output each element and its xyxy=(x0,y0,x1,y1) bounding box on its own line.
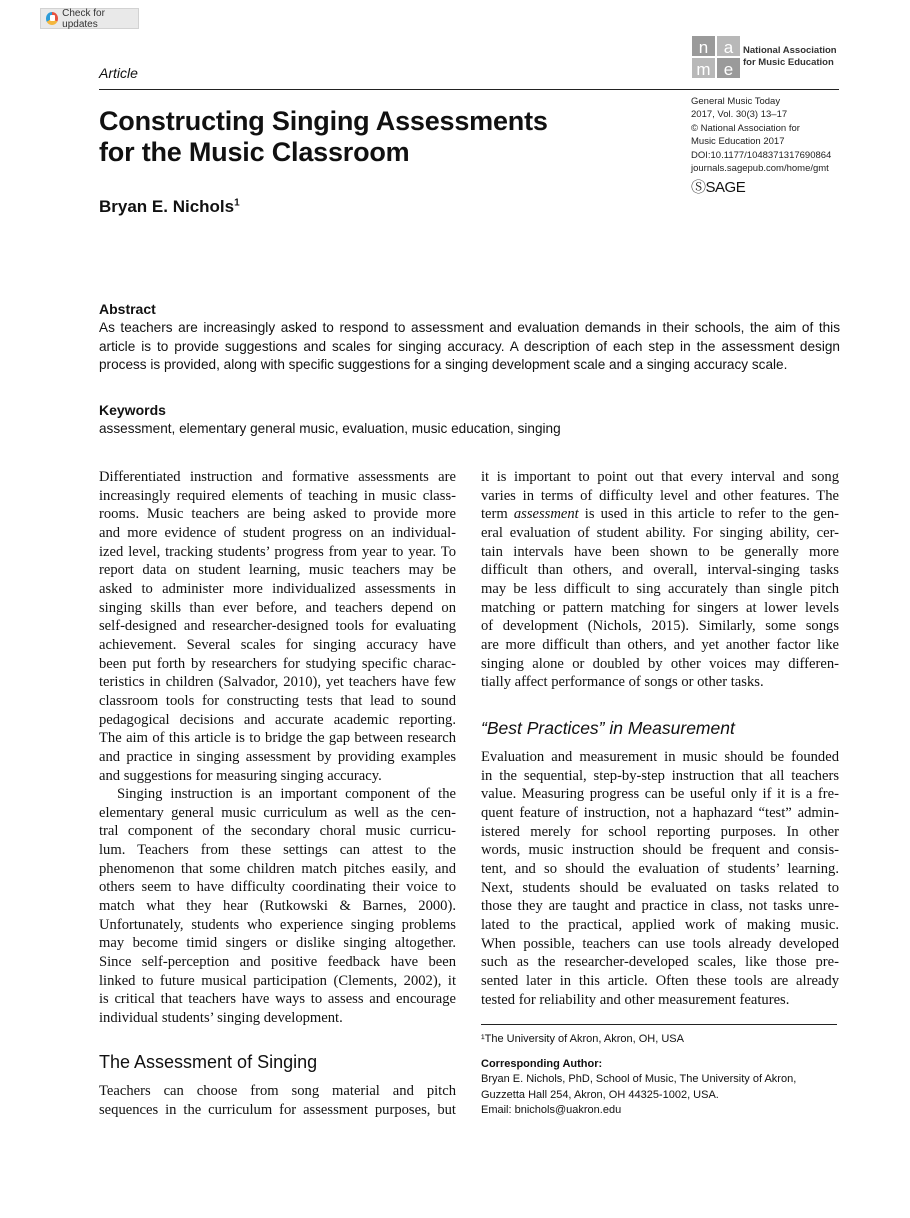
text-line: varies in terms of difficulty level and other features. The xyxy=(481,487,839,504)
text-line: singing skills than ever before, and teachers depend on xyxy=(99,599,456,616)
text-line: ized level, tracking students’ progress from year to year. To xyxy=(99,543,456,560)
title-line: Constructing Singing Assessments xyxy=(99,106,548,136)
text-line: words, music instruction should be frequent and consis- xyxy=(481,842,839,859)
keywords-heading: Keywords xyxy=(99,402,166,418)
text-line: article is to provide suggestions and scales for singing accuracy. A description of each step in the assessment design xyxy=(99,338,840,354)
article-title xyxy=(99,106,548,168)
corresponding-author-email[interactable]: Email: bnichols@uakron.edu xyxy=(481,1104,622,1116)
affiliation-note: ¹The University of Akron, Akron, OH, USA xyxy=(481,1033,684,1045)
article-type: Article xyxy=(99,65,138,81)
text-line: difficult than others, and overall, interval-singing tasks xyxy=(481,562,839,579)
corresponding-author-line: Bryan E. Nichols, PhD, School of Music, The University of Akron, xyxy=(481,1073,797,1085)
text-line: match what they hear (Rutkowski & Barnes, 2000). xyxy=(99,897,456,914)
text-line: and more evidence of student progress on an individual- xyxy=(99,524,456,541)
text-line: lum. Teachers from these settings can attest to the xyxy=(99,841,456,858)
paragraph xyxy=(481,468,839,692)
text-line: value. Measuring progress can be useful only if it is a fre- xyxy=(481,786,839,803)
text-line: pedagogical decisions and accurate academic reporting. xyxy=(99,711,456,728)
text-line: been put forth by researchers for studying specific charac- xyxy=(99,655,456,672)
check-for-updates-button[interactable] xyxy=(40,8,139,29)
text-line: matching or pattern matching for singers at lower levels xyxy=(481,599,839,616)
text-line: such as the researcher-developed scales, like those pre- xyxy=(481,954,839,971)
text-line: report data on student learning, music teachers may be xyxy=(99,562,456,579)
text-line: phenomenon that some children match pitches easily, and xyxy=(99,860,456,877)
logo-letter: e xyxy=(717,58,740,78)
text-line: is critical that teachers have ways to assess and encourage xyxy=(99,991,456,1008)
publisher-name: SAGE xyxy=(705,179,746,196)
text-line: classroom tools for constructing tests that lead to sound xyxy=(99,692,456,709)
text-line: may be less difficult to sing accurately than single pitch xyxy=(481,580,839,597)
paragraph xyxy=(481,748,839,1009)
text-line: eral evaluation of student ability. For singing ability, cer- xyxy=(481,524,839,541)
text-line: rooms. Music teachers are being asked to provide more xyxy=(99,506,456,523)
text-line: Unfortunately, students who experience singing problems xyxy=(99,916,456,933)
text-line: Singing instruction is an important component of the xyxy=(117,786,456,802)
text-line: teristics in children (Salvador, 2010), yet teachers have few xyxy=(99,674,456,691)
text-line: it is important to point out that every interval and song xyxy=(481,469,839,485)
text-line: tially affect performance of songs or other tasks. xyxy=(481,674,764,691)
footnotes xyxy=(481,1032,796,1119)
text-line: elementary general music curriculum as well as the cen- xyxy=(99,804,456,821)
text-line: Next, students should be evaluated on tasks related to xyxy=(481,879,839,896)
text-line: © National Association for xyxy=(691,122,800,134)
logo-letter: m xyxy=(692,58,715,78)
text-line: tent, and so should the evaluation of students’ learning. xyxy=(481,860,839,877)
text-line: and suggestions for measuring singing accuracy. xyxy=(99,767,382,784)
paragraph xyxy=(99,1082,456,1119)
text-line: singing alone or doubled by other voices may differen- xyxy=(481,655,839,672)
text-line: sequences in the curriculum for assessment purposes, but xyxy=(99,1101,456,1118)
sage-logo xyxy=(691,176,745,197)
author-affiliation-mark: 1 xyxy=(234,197,240,209)
sage-s-icon: Ⓢ xyxy=(691,179,706,196)
nafme-logo-text xyxy=(743,45,837,69)
text-line: quent feature of instruction, not a haphazard “test” admin- xyxy=(481,804,839,821)
header-rule xyxy=(99,89,839,90)
text-line: and practice in singing assessment by providing examples xyxy=(99,748,456,765)
paragraph xyxy=(99,468,456,785)
text-line: General Music Today xyxy=(691,96,781,107)
journal-info xyxy=(691,95,831,175)
text-line: Music Education 2017 xyxy=(691,136,785,148)
text-line: As teachers are increasingly asked to respond to assessment and evaluation demands in their schools, the aim of this xyxy=(99,320,840,335)
title-line: for the Music Classroom xyxy=(99,137,410,167)
text-line: achievement. Several scales for singing accuracy have xyxy=(99,636,456,653)
logo-letter: a xyxy=(717,36,740,56)
text-line: Evaluation and measurement in music should be founded xyxy=(481,749,839,765)
text-line: istered merely for school reporting purposes. In other xyxy=(481,823,839,840)
footnote-rule xyxy=(481,1024,837,1025)
text-line: self-designed and researcher-designed tools for evaluating xyxy=(99,618,456,635)
text-line: The aim of this article is to bridge the gap between research xyxy=(99,730,456,747)
check-for-updates-label: Check for updates xyxy=(62,7,105,30)
text-line: term assessment is used in this article to refer to the gen- xyxy=(481,506,839,523)
text-line: 2017, Vol. 30(3) 13–17 xyxy=(691,109,788,121)
text-line: tral component of the secondary choral music curricu- xyxy=(99,823,456,840)
logo-text-line: National Association xyxy=(743,45,837,56)
text-line: When possible, teachers can use tools already developed xyxy=(481,935,839,952)
keywords-text: assessment, elementary general music, evaluation, music education, singing xyxy=(99,421,561,436)
paragraph xyxy=(99,785,456,1028)
text-line: in the sequential, step-by-step instruction that all teachers xyxy=(481,767,839,784)
text-line: tain intervals have been shown to be generally more xyxy=(481,543,839,560)
text-line: journals.sagepub.com/home/gmt xyxy=(691,163,829,175)
logo-letter: n xyxy=(692,36,715,56)
text-line: increasingly required elements of teaching in music class- xyxy=(99,487,456,504)
abstract-heading: Abstract xyxy=(99,301,156,317)
text-line: of development (Nichols, 2015). Similarly, some songs xyxy=(481,618,839,635)
section-heading: The Assessment of Singing xyxy=(99,1052,318,1072)
text-line: may become timid singers or dislike singing altogether. xyxy=(99,935,456,952)
text-line: process is provided, along with specific suggestions for a singing development scale and a singing accuracy scale. xyxy=(99,357,788,372)
text-line: others seem to have difficulty coordinating their voice to xyxy=(99,879,456,896)
crossmark-icon xyxy=(46,12,58,25)
nafme-logo xyxy=(692,36,740,78)
text-line: tested for reliability and other measurement features. xyxy=(481,991,790,1008)
text-line: are more difficult than others, and yet another factor like xyxy=(481,636,839,653)
text-line: asked to administer more individualized assessments in xyxy=(99,580,456,597)
section-heading: “Best Practices” in Measurement xyxy=(481,718,735,738)
text-line: Teachers can choose from song material and pitch xyxy=(99,1083,456,1099)
text-line: lated to the practical, applied work of making music. xyxy=(481,916,839,933)
text-line: DOI:10.1177/1048371317690864 xyxy=(691,149,832,161)
author-name xyxy=(99,197,240,217)
author-name-text: Bryan E. Nichols xyxy=(99,197,235,216)
logo-text-line: for Music Education xyxy=(743,57,834,68)
corresponding-author-heading: Corresponding Author: xyxy=(481,1057,603,1070)
text-line: sented later in this article. Often these tools are already xyxy=(481,972,839,989)
text-line: Differentiated instruction and formative assessments are xyxy=(99,469,456,485)
text-line: linked to future musical participation (Clements, 2002), it xyxy=(99,972,456,989)
corresponding-author-line: Guzzetta Hall 254, Akron, OH 44325-1002, USA. xyxy=(481,1088,719,1101)
text-line: Since self-perception and positive feedback have been xyxy=(99,953,456,970)
abstract-text xyxy=(99,319,840,375)
text-line: those they are taught and practice in class, not tasks unre- xyxy=(481,898,839,915)
text-line: individual students’ singing development. xyxy=(99,1009,343,1026)
